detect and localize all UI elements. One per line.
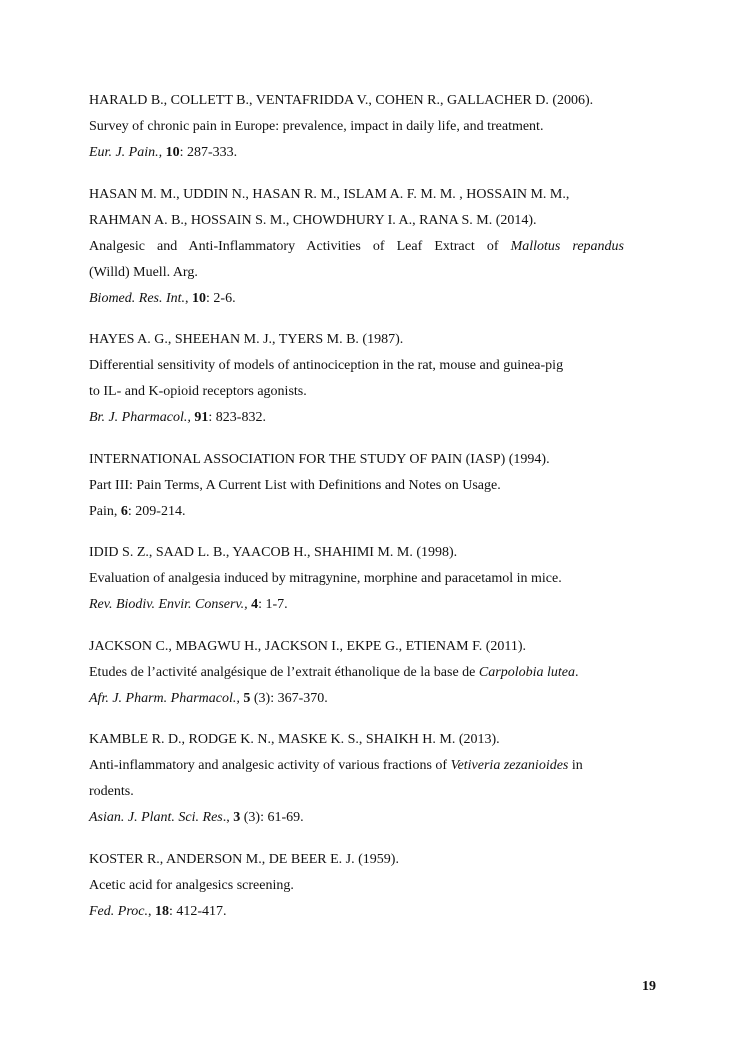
journal-pages: : 412-417.: [168, 903, 227, 919]
reference-citation: [89, 140, 624, 166]
journal-volume: 5: [243, 690, 251, 706]
journal-volume: 10: [165, 145, 180, 160]
title-text: .: [574, 664, 579, 680]
journal-separator: ,: [185, 290, 193, 306]
journal-separator: ,: [147, 903, 155, 919]
reference-citation: [89, 592, 624, 618]
title-text: Etudes de l’activité analgésique de l’extrait éthanolique de la base de: [89, 664, 479, 680]
reference-entry: [89, 727, 624, 831]
journal-name: Asian. J. Plant. Sci. Res: [89, 810, 223, 825]
journal-name: Biomed. Res. Int.: [89, 290, 186, 306]
reference-title: to IL- and K-opioid receptors agonists.: [89, 384, 307, 399]
reference-title: Part III: Pain Terms, A Current List with Definitions and Notes on Usage.: [89, 477, 501, 493]
reference-entry: [89, 88, 624, 166]
reference-citation: [89, 899, 624, 925]
reference-entry: [89, 540, 624, 618]
reference-citation: [89, 686, 624, 712]
journal-name: Eur. J. Pain.,: [89, 145, 163, 160]
journal-name: Fed. Proc.: [89, 903, 148, 919]
journal-name: Rev. Biodiv. Envir. Conserv.,: [89, 597, 248, 612]
reference-title: Survey of chronic pain in Europe: prevalence, impact in daily life, and treatment.: [89, 119, 544, 134]
reference-authors: JACKSON C., MBAGWU H., JACKSON I., EKPE G., ETIENAM F. (2011).: [89, 638, 527, 654]
title-text: Anti-inflammatory and analgesic activity of various fractions of: [89, 758, 451, 773]
species-name: Vetiveria zezanioides: [450, 758, 569, 773]
journal-volume: 4: [251, 597, 259, 612]
journal-pages: : 823-832.: [208, 410, 266, 425]
reference-citation: [89, 499, 624, 525]
species-name: Mallotus repandus: [510, 238, 625, 254]
reference-title: rodents.: [89, 784, 134, 799]
journal-volume: 3: [233, 810, 241, 825]
reference-list: [89, 88, 624, 940]
reference-authors: HARALD B., COLLETT B., VENTAFRIDDA V., COHEN R., GALLACHER D. (2006).: [89, 93, 594, 108]
journal-volume: 10: [192, 290, 207, 306]
journal-volume: 18: [154, 903, 169, 919]
reference-entry: [89, 327, 624, 431]
journal-volume: 6: [120, 503, 128, 519]
journal-volume: 91: [194, 410, 209, 425]
reference-entry: [89, 447, 624, 525]
reference-authors: HASAN M. M., UDDIN N., HASAN R. M., ISLAM A. F. M. M. , HOSSAIN M. M.,: [89, 186, 570, 202]
reference-title: Differential sensitivity of models of antinociception in the rat, mouse and guinea-pig: [89, 358, 564, 373]
journal-pages: (3): 61-69.: [240, 810, 304, 825]
reference-citation: [89, 405, 624, 431]
journal-separator: .,: [222, 810, 234, 825]
journal-pages: : 287-333.: [179, 145, 238, 160]
journal-pages: (3): 367-370.: [250, 690, 328, 706]
title-text: in: [568, 758, 583, 773]
reference-entry: [89, 182, 624, 312]
journal-name: Pain,: [89, 503, 121, 519]
reference-authors: RAHMAN A. B., HOSSAIN S. M., CHOWDHURY I. A., RANA S. M. (2014).: [89, 212, 537, 228]
reference-title: [89, 660, 624, 686]
reference-title: (Willd) Muell. Arg.: [89, 264, 198, 280]
reference-entry: [89, 847, 624, 925]
species-name: Carpolobia lutea: [478, 664, 575, 680]
reference-citation: [89, 286, 624, 312]
reference-authors: INTERNATIONAL ASSOCIATION FOR THE STUDY OF PAIN (IASP) (1994).: [89, 451, 550, 467]
journal-name: Afr. J. Pharm. Pharmacol.,: [89, 690, 240, 706]
reference-authors: KAMBLE R. D., RODGE K. N., MASKE K. S., SHAIKH H. M. (2013).: [89, 732, 500, 747]
title-text: Analgesic and Anti-Inflammatory Activities of Leaf Extract of: [89, 238, 511, 254]
reference-title: Evaluation of analgesia induced by mitragynine, morphine and paracetamol in mice.: [89, 571, 562, 586]
reference-authors: HAYES A. G., SHEEHAN M. J., TYERS M. B. (1987).: [89, 332, 404, 347]
reference-authors: KOSTER R., ANDERSON M., DE BEER E. J. (1959).: [89, 851, 399, 867]
reference-title: [89, 753, 624, 779]
reference-authors: IDID S. Z., SAAD L. B., YAACOB H., SHAHIMI M. M. (1998).: [89, 545, 458, 560]
journal-pages: : 209-214.: [127, 503, 186, 519]
journal-name: Br. J. Pharmacol.,: [89, 410, 191, 425]
page-number: 19: [642, 979, 656, 994]
reference-citation: [89, 805, 624, 831]
reference-title: [89, 234, 624, 260]
journal-pages: : 2-6.: [206, 290, 236, 306]
reference-entry: [89, 634, 624, 712]
journal-pages: : 1-7.: [258, 597, 288, 612]
reference-title: Acetic acid for analgesics screening.: [89, 877, 294, 893]
